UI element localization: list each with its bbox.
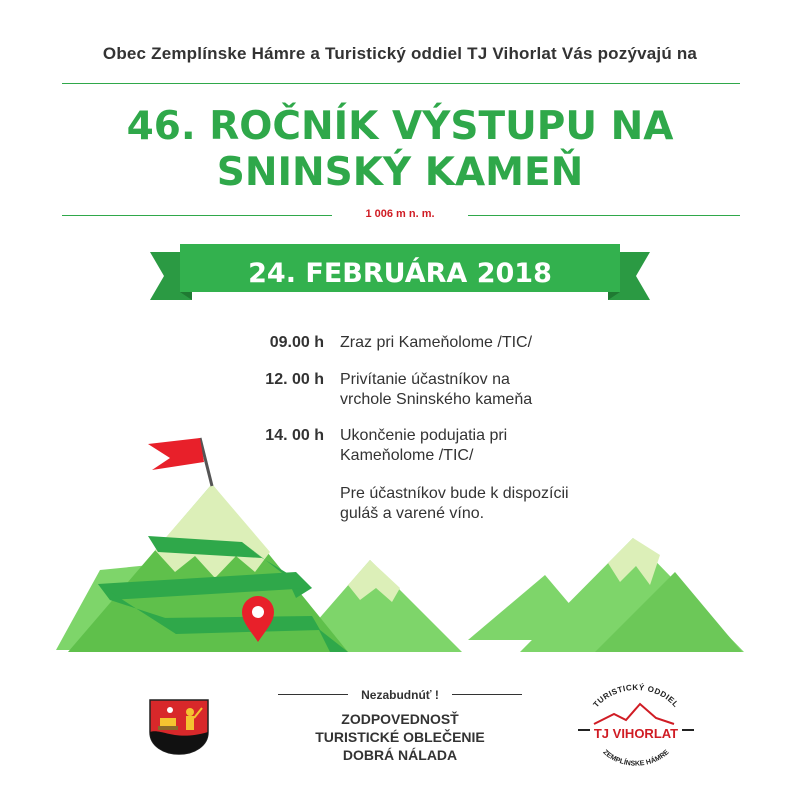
schedule-time-3: 14. 00 h xyxy=(265,427,324,444)
schedule-item-3-line-1: Ukončenie podujatia pri xyxy=(340,427,508,444)
club-bottom-text: ZEMPLÍNSKE HÁMRE xyxy=(601,748,671,768)
schedule-time-1: 09.00 h xyxy=(269,334,324,351)
club-logo xyxy=(574,680,698,780)
altitude-divider-right xyxy=(468,215,740,216)
svg-text:TURISTICKÝ ODDIEL xyxy=(591,683,680,709)
title-line-2: SNINSKÝ KAMEŇ xyxy=(216,150,584,195)
schedule-item-1-line-1: Zraz pri Kameňolome /TIC/ xyxy=(340,334,533,351)
intro-text: Obec Zemplínske Hámre a Turistický oddiel TJ Vihorlat Vás pozývajú na xyxy=(102,44,698,63)
mountain-illustration xyxy=(0,420,800,660)
flag-icon xyxy=(148,438,212,486)
schedule-item-2-line-1: Privítanie účastníkov na xyxy=(340,371,510,388)
reminder-divider-right xyxy=(452,694,522,695)
reminder-item-3: DOBRÁ NÁLADA xyxy=(342,747,458,763)
altitude-label: 1 006 m n. m. xyxy=(365,208,435,220)
note-line-2: guláš a varené víno. xyxy=(340,505,485,522)
schedule-item-2-line-2: vrchole Sninského kameňa xyxy=(340,391,533,408)
title-line-1: 46. ROČNÍK VÝSTUPU NA xyxy=(126,104,674,149)
reminder-item-2: TURISTICKÉ OBLEČENIE xyxy=(315,729,485,745)
reminder-item-1: ZODPOVEDNOSŤ xyxy=(341,711,459,727)
schedule-time-2: 12. 00 h xyxy=(265,371,324,388)
top-divider xyxy=(62,83,740,84)
note-line-1: Pre účastníkov bude k dispozícii xyxy=(340,485,569,502)
schedule-item-1 xyxy=(340,333,640,353)
club-top-text: TURISTICKÝ ODDIEL xyxy=(591,682,681,710)
schedule-item-2 xyxy=(340,370,640,410)
svg-text:ZEMPLÍNSKE HÁMRE xyxy=(601,749,670,768)
club-name: TJ VIHORLAT xyxy=(593,726,679,741)
reminder-heading: Nezabudnúť ! xyxy=(361,688,439,702)
event-date: 24. FEBRUÁRA 2018 xyxy=(248,258,552,289)
schedule-item-3-line-2: Kameňolome /TIC/ xyxy=(340,447,474,464)
page-title xyxy=(0,104,800,196)
coat-of-arms-icon xyxy=(148,698,210,756)
